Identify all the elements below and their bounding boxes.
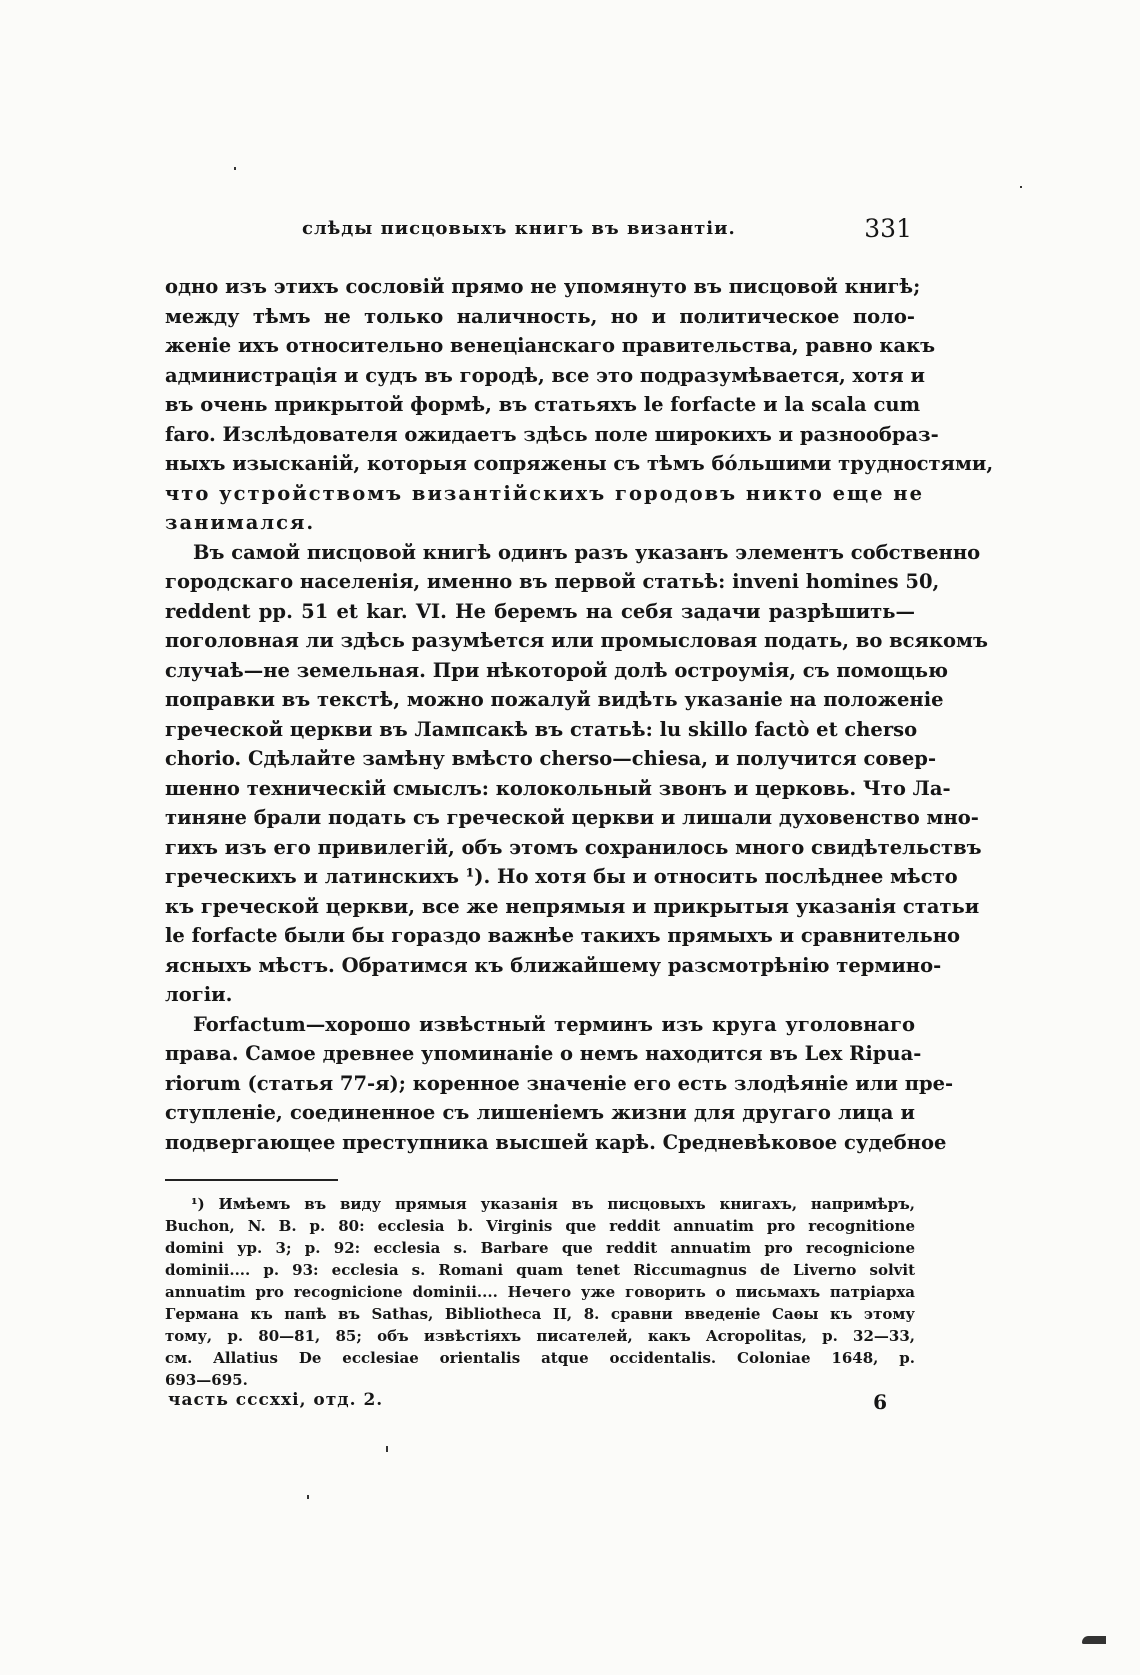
- text-line: занимался.: [165, 511, 316, 534]
- text-line: между тѣмъ не только наличность, но и политическое поло-: [165, 304, 915, 328]
- scan-speck: [234, 167, 236, 170]
- footnote-line: ¹) Имѣемъ въ виду прямыя указанія въ писцовыхъ книгахъ, напримѣръ,: [191, 1195, 915, 1213]
- scan-speck: [1020, 186, 1022, 188]
- text-line: поголовная ли здѣсь разумѣется или промысловая подать, во всякомъ: [165, 629, 988, 652]
- text-line: reddent pp. 51 et kar. VI. Не беремъ на себя задачи разрѣшить—: [165, 599, 915, 623]
- text-line: одно изъ этихъ сословій прямо не упомянуто въ писцовой книгѣ;: [165, 275, 921, 298]
- text-line: ясныхъ мѣстъ. Обратимся къ ближайшему разсмотрѣнію термино-: [165, 953, 942, 977]
- footnote-line: тому, p. 80—81, 85; объ извѣстіяхъ писателей, какъ Acropolitas, p. 32—33,: [165, 1327, 915, 1345]
- text-line: греческой церкви въ Лампсакѣ въ статьѣ: lu skillo factò et cherso: [165, 717, 918, 741]
- text-line: случаѣ—не земельная. При нѣкоторой долѣ остроумія, съ помощью: [165, 658, 948, 682]
- paragraph-start: Въ самой писцовой книгѣ одинъ разъ указанъ элементъ собственно: [193, 540, 981, 564]
- text-line: ныхъ изысканій, которыя сопряжены съ тѣмъ бо́льшими трудностями,: [165, 452, 994, 475]
- running-title: слѣды писцовыхъ книгъ въ византіи.: [302, 218, 736, 239]
- scan-speck: [1082, 1636, 1106, 1644]
- text-line: греческихъ и латинскихъ ¹). Но хотя бы и относить послѣднее мѣсто: [165, 865, 958, 888]
- footnote-line: annuatim pro recognicione dominii.... Нечего уже говорить о письмахъ патріарха: [165, 1283, 915, 1301]
- text-line: въ очень прикрытой формѣ, въ статьяхъ le forfacte и la scala cum: [165, 393, 921, 416]
- footnote-line: dominii.... p. 93: ecclesia s. Romani quam tenet Riccumagnus de Liverno solvit: [165, 1261, 915, 1279]
- footnotes: [165, 1193, 915, 1391]
- footnote-line: 693—695.: [165, 1371, 248, 1389]
- text-line: администрація и судъ въ городѣ, все это подразумѣвается, хотя и: [165, 363, 925, 387]
- text-line: le forfacte были бы гораздо важнѣе такихъ прямыхъ и сравнительно: [165, 924, 961, 947]
- text-line: chorio. Сдѣлайте замѣну вмѣсто cherso—chiesa, и получится совер-: [165, 747, 937, 770]
- text-line: гихъ изъ его привилегій, объ этомъ сохранилось много свидѣтельствъ: [165, 835, 982, 859]
- text-line: ступленіе, соединенное съ лишеніемъ жизни для другаго лица и: [165, 1101, 915, 1124]
- paragraph-start: Forfactum—хорошо извѣстный терминъ изъ круга уголовнаго: [193, 1012, 915, 1036]
- signature-line: [168, 1390, 888, 1414]
- scan-speck: [386, 1446, 388, 1452]
- text-line: женіе ихъ относительно венеціанскаго правительства, равно какъ: [165, 334, 936, 357]
- page-number: 331: [864, 214, 912, 243]
- footnote-divider: [165, 1179, 338, 1181]
- text-line: riorum (статья 77-я); коренное значеніе его есть злодѣяніе или пре-: [165, 1071, 954, 1095]
- main-text: [165, 272, 994, 1157]
- text-line: шенно техническій смыслъ: колокольный звонъ и церковь. Что Ла-: [165, 776, 951, 800]
- text-line: права. Самое древнее упоминаніе о немъ находится въ Lex Ripua-: [165, 1042, 922, 1065]
- footnote-line: domini ур. 3; p. 92: ecclesia s. Barbare que reddit annuatim pro recognicione: [165, 1239, 915, 1257]
- text-line: что устройствомъ византійскихъ городовъ никто еще не: [165, 481, 924, 505]
- text-line: городскаго населенія, именно въ первой статьѣ: inveni homines 50,: [165, 570, 940, 593]
- text-line: faro. Изслѣдователя ожидаетъ здѣсь поле широкихъ и разнообраз-: [165, 422, 939, 446]
- text-line: логіи.: [165, 983, 233, 1006]
- scan-speck: [307, 1495, 309, 1499]
- signature-text: часть cccxxi, отд. 2.: [168, 1390, 384, 1410]
- footnote-line: см. Allatius De ecclesiae orientalis atque occidentalis. Coloniae 1648, p.: [165, 1349, 915, 1367]
- text-line: поправки въ текстѣ, можно пожалуй видѣть указаніе на положеніе: [165, 688, 944, 711]
- text-line: къ греческой церкви, все же непрямыя и прикрытыя указанія статьи: [165, 894, 980, 918]
- footnote-line: Германа къ папѣ въ Sathas, Bibliotheca II, 8. сравни введеніе Саѳы къ этому: [165, 1305, 915, 1323]
- signature-mark: 6: [873, 1390, 888, 1414]
- footnote-line: Buchon, N. B. p. 80: ecclesia b. Virginis que reddit annuatim pro recognitione: [165, 1217, 915, 1235]
- text-line: подвергающее преступника высшей карѣ. Средневѣковое судебное: [165, 1130, 947, 1154]
- text-line: тиняне брали подать съ греческой церкви и лишали духовенство мно-: [165, 806, 979, 829]
